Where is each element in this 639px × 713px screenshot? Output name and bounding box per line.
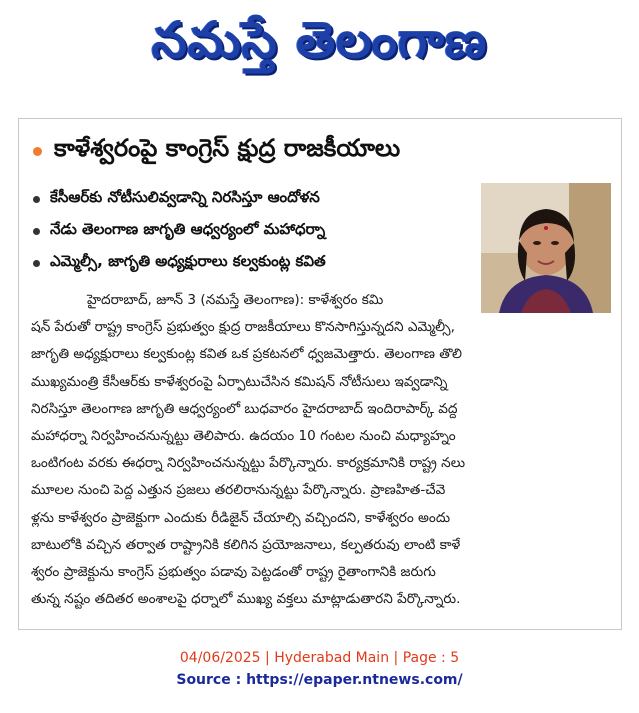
body-line: మూలల నుంచి పెద్ద ఎత్తున ప్రజలు తరలిరానున్నట్టు పేర్కొన్నారు. ప్రాణహిత-చేవె <box>31 482 446 499</box>
body-line: జాగృతి అధ్యక్షురాలు కల్వకుంట్ల కవిత ఒక ప్రకటనలో ధ్వజమెత్తారు. తెలంగాణ తొలి <box>31 346 463 363</box>
masthead <box>0 0 639 92</box>
article-body <box>31 287 613 613</box>
subhead-item <box>33 247 473 279</box>
body-line: ళ్లను కాళేశ్వరం ప్రాజెక్టుగా ఎందుకు రీడిజైన్ చేయాల్సి వచ్చిందని, కాళేశ్వరం అందు <box>31 509 451 526</box>
body-line: మహాధర్నా నిర్వహించనున్నట్టు తెలిపారు. ఉదయం 10 గంటల నుంచి మధ్యాహ్నం <box>31 428 456 445</box>
subhead-text: ఎమ్మెల్సీ, జాగృతి అధ్యక్షురాలు కల్వకుంట్ల కవిత <box>50 252 326 270</box>
orange-bullet-icon <box>33 147 42 156</box>
headline-row <box>33 129 613 173</box>
body-line: షన్ పేరుతో రాష్ట్ర కాంగ్రెస్ ప్రభుత్వం క్షుద్ర రాజకీయాలు కొనసాగిస్తున్నదని ఎమ్మెల్సీ, <box>31 319 455 336</box>
body-line: శ్వరం ప్రాజెక్టును కాంగ్రెస్ ప్రభుత్వం పడావు పెట్టడంతో రాష్ట్ర రైతాంగానికి జరుగు <box>31 564 436 581</box>
article-clipping <box>18 118 622 630</box>
article-headline: కాళేశ్వరంపై కాంగ్రెస్ క్షుద్ర రాజకీయాలు <box>54 134 401 162</box>
edition-info: 04/06/2025 | Hyderabad Main | Page : 5 <box>179 650 460 666</box>
subhead-text: నేడు తెలంగాణ జాగృతి ఆధ్వర్యంలో మహాధర్నా <box>50 220 326 238</box>
page-footer <box>0 647 639 691</box>
subheads-list <box>33 183 473 279</box>
body-line: నిరసిస్తూ తెలంగాణ జాగృతి ఆధ్వర్యంలో బుధవారం హైదరాబాద్ ఇందిరాపార్క్ వద్ద <box>31 400 458 417</box>
subhead-text: కేసీఆర్‌కు నోటీసులివ్వడాన్ని నిరసిస్తూ ఆందోళన <box>50 188 320 206</box>
body-line: హైదరాబాద్, జూన్ 3 (నమస్తే తెలంగాణ): కాళేశ్వరం కమి <box>87 292 384 308</box>
bullet-icon <box>33 228 40 235</box>
bullet-icon <box>33 196 40 203</box>
body-line: ఒంటిగంట వరకు ఈధర్నా నిర్వహించనున్నట్టు పేర్కొన్నారు. కార్యక్రమానికి రాష్ట్ర నలు <box>31 455 466 472</box>
subhead-item <box>33 215 473 247</box>
masthead-title: నమస్తే తెలంగాణ <box>151 10 488 69</box>
bullet-icon <box>33 260 40 267</box>
body-line: తున్న నష్టం తదితర అంశాలపై ధర్నాలో ముఖ్య వక్తలు మాట్లాడుతారని పేర్కొన్నారు. <box>31 591 461 608</box>
subhead-item <box>33 183 473 215</box>
source-link[interactable]: Source : https://epaper.ntnews.com/ <box>176 672 463 688</box>
body-line: ముఖ్యమంత్రి కేసీఆర్‌కు కాళేశ్వరంపై ఏర్పాటుచేసిన కమిషన్ నోటీసులు ఇవ్వడాన్ని <box>31 373 448 390</box>
body-line: బాటులోకి వచ్చిన తర్వాత రాష్ట్రానికి కలిగిన ప్రయోజనాలు, కల్పతరువు లాంటి కాళే <box>31 536 461 553</box>
